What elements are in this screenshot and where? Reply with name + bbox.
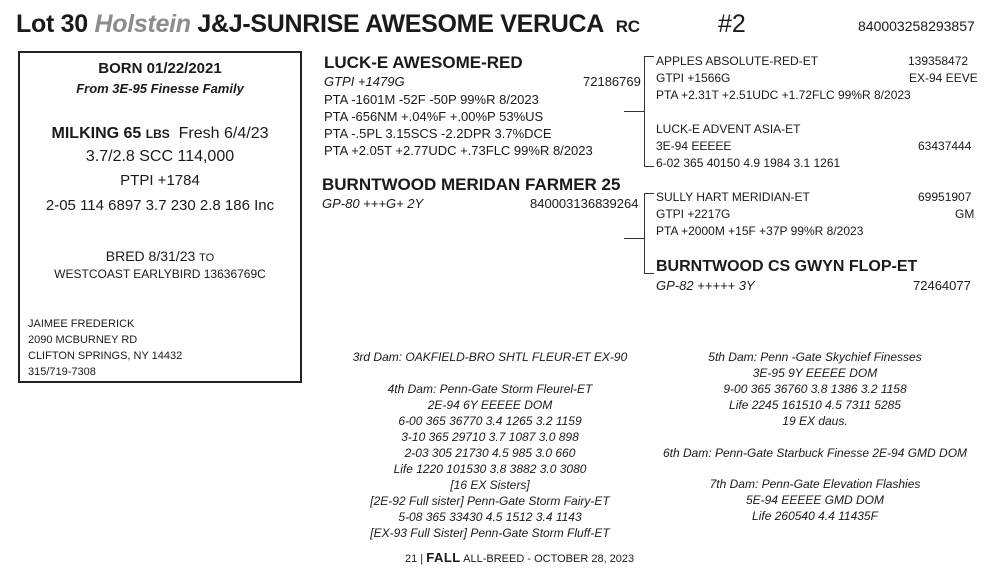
bred-to-word: TO [199,252,215,264]
lot-title [16,10,640,39]
dam-sire-reg: 69951907 [918,190,972,204]
top-decoration [397,0,477,6]
milking-unit: LBS [145,127,170,141]
lot-number: Lot 30 [16,10,88,38]
pedigree-line: [2E-92 Full sister] Penn-Gate Storm Fairy-ET [370,494,610,508]
fresh-date: Fresh 6/4/23 [178,125,269,142]
sire-pta-line: PTA -656NM +.04%F +.00%P 53%US [324,109,544,124]
pedigree-line: 9-00 365 36760 3.8 1386 3.2 1158 [723,382,907,396]
bracket-joint [624,238,644,239]
pedigree-line: 3E-95 9Y EEEEE DOM [752,366,878,380]
pedigree-line: 5E-94 EEEEE GMD DOM [745,493,885,507]
owner-phone: 315/719-7308 [28,366,96,378]
rc-suffix: RC [615,17,640,36]
sale-season: FALL [426,550,461,565]
pedigree-line: 2E-94 6Y EEEEE DOM [427,398,553,412]
sire-sire-pta: PTA +2.31T +2.51UDC +1.72FLC 99%R 8/2023 [656,88,911,102]
family-line: From 3E-95 Finesse Family [76,81,244,96]
dam-sire-name: SULLY HART MERIDIAN-ET [656,190,810,204]
sire-dam-record: 6-02 365 40150 4.9 1984 3.1 1261 [656,156,841,170]
dam-sire-pta: PTA +2000M +15F +37P 99%R 8/2023 [656,224,864,238]
pedigree-line: [EX-93 Full Sister] Penn-Gate Storm Fluff-ET [370,526,610,540]
pedigree-line: Life 1220 101530 3.8 3882 3.0 3080 [393,462,587,476]
bred-to-bull: WESTCOAST EARLYBIRD 13636769C [54,267,266,281]
sire-dam-class: 3E-94 EEEEE [656,139,732,153]
pedigree-line: 3-10 365 29710 3.7 1087 3.0 898 [401,430,579,444]
pedigree-line: 2-03 305 21730 4.5 985 3.0 660 [404,446,576,460]
sire-sire-name: APPLES ABSOLUTE-RED-ET [656,54,819,68]
pedigree-line: 6-00 365 36770 3.4 1265 3.2 1159 [398,414,582,428]
dam-reg: 840003136839264 [530,196,639,211]
production-record: 2-05 114 6897 3.7 230 2.8 186 Inc [45,197,275,214]
dam-bracket [644,193,645,273]
sire-sire-reg: 139358472 [908,54,969,68]
sire-pta-line: PTA -.5PL 3.15SCS -2.2DPR 3.7%DCE [324,126,552,141]
sire-pta-line: PTA +2.05T +2.77UDC +.73FLC 99%R 8/2023 [324,143,593,158]
sequence-number: #2 [718,10,746,38]
sire-sire-class: EX-94 EEVE [909,71,978,85]
bracket-joint [624,111,644,112]
bracket-tick [644,166,654,167]
dam-score: GP-80 +++G+ 2Y [322,196,424,211]
sixth-dam: 6th Dam: Penn-Gate Starbuck Finesse 2E-94 GMD DOM [662,446,968,460]
owner-street: 2090 MCBURNEY RD [28,334,138,346]
sire-name: LUCK-E AWESOME-RED [324,53,523,72]
milking-info [20,125,300,143]
pedigree-line: 5-08 365 33430 4.5 1512 3.4 1143 [398,510,582,524]
pedigree-line: [16 EX Sisters] [450,478,530,492]
milking-amount: MILKING 65 [51,125,142,142]
sire-reg: 72186769 [583,74,641,89]
sale-event: ALL-BREED - OCTOBER 28, 2023 [460,553,635,565]
ptpi-line: PTPI +1784 [120,172,200,189]
bred-date: BRED 8/31/23 [105,248,196,264]
owner-name: JAIMEE FREDERICK [28,318,135,330]
bracket-tick [644,56,654,57]
seventh-dam: 7th Dam: Penn-Gate Elevation Flashies [709,477,921,491]
fifth-dam: 5th Dam: Penn -Gate Skychief Finesses [708,350,922,364]
page-number: 21 | [405,553,427,565]
sire-gtpi: GTPI +1479G [324,74,405,89]
registration-id: 840003258293857 [858,18,975,34]
cow-info-box [18,51,302,383]
cow-name: J&J-SUNRISE AWESOME VERUCA [197,10,604,38]
third-dam: 3rd Dam: OAKFIELD-BRO SHTL FLEUR-ET EX-90 [352,350,628,364]
owner-city: CLIFTON SPRINGS, NY 14432 [28,350,183,362]
sire-dam-name: LUCK-E ADVENT ASIA-ET [656,122,801,136]
pedigree-line: 19 EX daus. [782,414,848,428]
sire-bracket [644,56,645,167]
scc-line: 3.7/2.8 SCC 114,000 [85,148,235,165]
bracket-tick [644,193,654,194]
breed-label: Holstein [94,10,191,38]
sire-sire-gtpi: GTPI +1566G [656,71,731,85]
dam-sire-gtpi: GTPI +2217G [656,207,731,221]
dam-dam-score: GP-82 +++++ 3Y [656,278,755,293]
dam-sire-gm: GM [955,207,975,221]
dam-name: BURNTWOOD MERIDAN FARMER 25 [322,175,621,194]
dam-dam-name: BURNTWOOD CS GWYN FLOP-ET [656,258,918,275]
fourth-dam: 4th Dam: Penn-Gate Storm Fleurel-ET [387,382,593,396]
born-date: BORN 01/22/2021 [98,60,222,77]
page-footer [405,550,634,565]
sire-dam-reg: 63437444 [918,139,972,153]
sire-pta-line: PTA -1601M -52F -50P 99%R 8/2023 [324,92,539,107]
pedigree-line: Life 260540 4.4 11435F [752,509,878,523]
dam-dam-reg: 72464077 [913,278,971,293]
pedigree-line: Life 2245 161510 4.5 7311 5285 [729,398,901,412]
bred-line [20,248,300,264]
bracket-tick [644,273,654,274]
